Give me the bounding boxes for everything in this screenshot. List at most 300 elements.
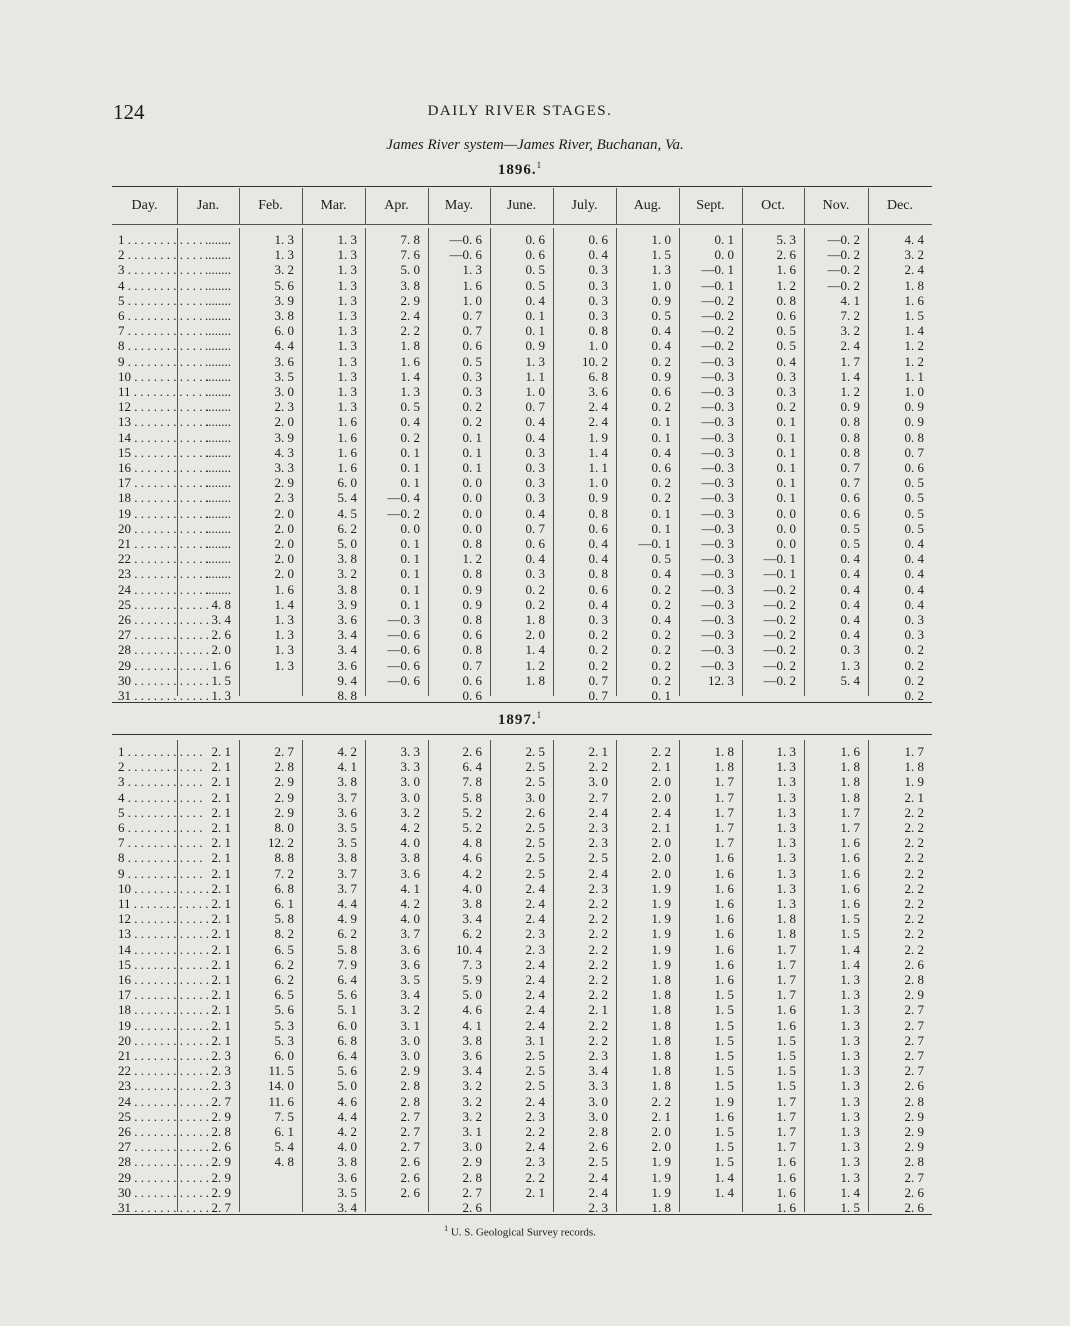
stage-cell: 2. 2 <box>588 972 608 987</box>
stage-cell: ........ <box>205 308 231 323</box>
stage-cell: 0. 2 <box>904 688 924 703</box>
day-cell <box>118 323 203 339</box>
stage-cell: 10. 2 <box>582 353 608 369</box>
stage-cell: 2. 1 <box>211 941 231 957</box>
stage-cell: 3. 6 <box>400 956 420 972</box>
day-number: 30 <box>118 1184 131 1200</box>
dot-leader: . . . . . . . . . . . . <box>131 460 209 475</box>
stage-cell: 1. 7 <box>840 804 860 820</box>
stage-cell: 1. 7 <box>714 774 734 790</box>
stage-cell: 1. 8 <box>840 774 860 790</box>
stage-cell: 1. 5 <box>714 1078 734 1094</box>
stage-cell: 0. 3 <box>904 627 924 643</box>
stage-cell: 1. 3 <box>211 688 231 703</box>
stage-cell: 1. 6 <box>714 1108 734 1124</box>
stage-cell: 2. 1 <box>211 956 231 972</box>
dot-leader: . . . . . . . . . . . . <box>131 657 209 673</box>
stage-cell: —0. 4 <box>387 490 420 506</box>
stage-cell: 2. 2 <box>588 1017 608 1033</box>
stage-cell: 1. 3 <box>776 820 796 835</box>
column-rule <box>868 188 869 224</box>
stage-cell: ........ <box>205 505 231 521</box>
stage-cell: 4. 1 <box>840 292 860 308</box>
day-cell <box>118 505 209 521</box>
stage-cell: 0. 5 <box>400 399 420 415</box>
dot-leader: . . . . . . . . . . . . <box>124 820 203 835</box>
stage-cell: 1. 1 <box>525 368 545 384</box>
stage-cell: —0. 3 <box>701 505 734 521</box>
day-number: 14 <box>118 429 131 445</box>
stage-cell: 3. 4 <box>462 911 482 927</box>
stage-cell: —0. 6 <box>387 657 420 673</box>
stage-cell: 0. 2 <box>651 627 671 643</box>
stage-cell: 0. 7 <box>904 444 924 460</box>
stage-cell: 0. 4 <box>525 505 545 521</box>
day-cell <box>118 911 209 927</box>
stage-cell: —0. 3 <box>701 657 734 673</box>
stage-cell: 1. 0 <box>651 232 671 247</box>
dot-leader: . . . . . . . . . . . . <box>131 642 209 658</box>
stage-cell: 11. 6 <box>268 1093 294 1109</box>
stage-cell: 5. 6 <box>337 987 357 1003</box>
stage-cell: 4. 0 <box>400 835 420 851</box>
stage-cell: 2. 1 <box>211 789 231 805</box>
stage-cell: —0. 6 <box>387 642 420 658</box>
stage-cell: 0. 7 <box>525 520 545 536</box>
dot-leader: . . . . . . . . . . . . <box>124 759 203 775</box>
stage-cell: 2. 6 <box>588 1139 608 1155</box>
stage-cell: 2. 4 <box>588 804 608 820</box>
stage-cell: 6. 1 <box>274 896 294 911</box>
day-cell <box>118 460 209 475</box>
table-row <box>112 1018 932 1033</box>
stage-cell: 1. 3 <box>274 612 294 627</box>
stage-cell: 0. 5 <box>776 323 796 339</box>
stage-cell: 0. 9 <box>904 414 924 430</box>
stage-cell: 1. 8 <box>400 338 420 354</box>
stage-cell: 0. 3 <box>525 566 545 582</box>
stage-cell: 8. 8 <box>337 688 357 703</box>
column-header: July. <box>571 198 598 213</box>
day-number: 6 <box>118 820 125 835</box>
stage-cell: 1. 5 <box>714 1139 734 1155</box>
stage-cell: 2. 6 <box>400 1154 420 1170</box>
day-number: 12 <box>118 911 131 927</box>
stage-cell: 1. 7 <box>776 1108 796 1124</box>
stage-cell: 2. 1 <box>211 896 231 911</box>
stage-cell: 2. 4 <box>525 1139 545 1155</box>
stage-cell: 3. 6 <box>274 353 294 369</box>
stage-cell: 0. 3 <box>462 368 482 384</box>
stage-cell: —0. 3 <box>701 596 734 612</box>
dot-leader: . . . . . . . . . . . . <box>131 1108 209 1124</box>
stage-cell: 0. 1 <box>651 414 671 430</box>
stage-cell: 4. 1 <box>400 880 420 896</box>
stage-cell: 1. 3 <box>840 1108 860 1124</box>
stage-cell: 0. 1 <box>400 581 420 597</box>
stage-cell: 0. 4 <box>840 566 860 582</box>
stage-cell: 0. 3 <box>525 460 545 475</box>
stage-cell: 7. 9 <box>337 956 357 972</box>
stage-cell: 6. 8 <box>337 1032 357 1048</box>
stage-cell: 2. 1 <box>211 1032 231 1048</box>
stage-cell: 3. 3 <box>400 744 420 759</box>
stage-cell: 3. 7 <box>337 789 357 805</box>
stage-cell: 0. 3 <box>588 612 608 627</box>
stage-cell: 0. 9 <box>651 368 671 384</box>
stage-cell: 0. 2 <box>651 657 671 673</box>
table-row <box>112 278 932 293</box>
table-row <box>112 506 932 521</box>
stage-cell: 1. 5 <box>904 308 924 323</box>
stage-cell: 1. 6 <box>337 414 357 430</box>
table-row <box>112 957 932 972</box>
day-number: 9 <box>118 865 125 881</box>
stage-cell: 0. 1 <box>462 444 482 460</box>
stage-cell: 4. 6 <box>337 1093 357 1109</box>
day-number: 7 <box>118 323 125 339</box>
stage-cell: 3. 0 <box>588 774 608 790</box>
stage-cell: 5. 2 <box>462 820 482 835</box>
stage-cell: 1. 8 <box>651 1200 671 1215</box>
stage-cell: 4. 1 <box>462 1017 482 1033</box>
dot-leader: . . . . . . . . . . . . <box>131 1154 209 1170</box>
stage-cell: 1. 8 <box>651 1017 671 1033</box>
stage-cell: 5. 9 <box>462 972 482 987</box>
table-row <box>112 1078 932 1093</box>
stage-cell: 5. 8 <box>274 911 294 927</box>
dot-leader: . . . . . . . . . . . . <box>131 429 209 445</box>
dot-leader: . . . . . . . . . . . . <box>124 789 203 805</box>
column-header: Nov. <box>822 198 850 213</box>
stage-cell: 4. 8 <box>274 1154 294 1170</box>
stage-cell: 1. 8 <box>651 1032 671 1048</box>
stage-cell: 1. 9 <box>651 911 671 927</box>
day-cell <box>118 338 203 354</box>
stage-cell: 2. 4 <box>588 399 608 415</box>
stage-cell: 1. 3 <box>337 368 357 384</box>
day-number: 5 <box>118 804 125 820</box>
stage-cell: 7. 5 <box>274 1108 294 1124</box>
stage-cell: ........ <box>205 444 231 460</box>
day-cell <box>118 657 209 673</box>
stage-cell: 2. 4 <box>525 1002 545 1018</box>
day-number: 20 <box>118 1032 131 1048</box>
day-cell <box>118 384 209 399</box>
stage-cell: —0. 1 <box>763 566 796 582</box>
day-cell <box>118 850 203 866</box>
day-cell <box>118 1048 209 1063</box>
table-row <box>112 774 932 789</box>
stage-cell: 1. 9 <box>588 429 608 445</box>
day-number: 9 <box>118 353 125 369</box>
stage-cell: 4. 2 <box>462 865 482 881</box>
stage-cell: 1. 3 <box>840 1078 860 1094</box>
stage-cell: 3. 5 <box>337 835 357 851</box>
stage-cell: 0. 7 <box>588 672 608 688</box>
stage-cell: 6. 4 <box>337 1048 357 1063</box>
section-top-rule <box>112 734 932 735</box>
stage-cell: 0. 4 <box>588 596 608 612</box>
stage-cell: 0. 3 <box>776 384 796 399</box>
stage-cell: 2. 1 <box>211 820 231 835</box>
stage-cell: 4. 3 <box>274 444 294 460</box>
day-number: 15 <box>118 956 131 972</box>
stage-cell: 3. 3 <box>400 759 420 775</box>
dot-leader: . . . . . . . . . . . . <box>131 612 209 627</box>
stage-cell: 2. 9 <box>274 804 294 820</box>
day-number: 27 <box>118 1139 131 1155</box>
stage-cell: 2. 0 <box>651 774 671 790</box>
stage-cell: 2. 6 <box>904 956 924 972</box>
stage-cell: 1. 7 <box>776 1093 796 1109</box>
stage-cell: 0. 0 <box>776 505 796 521</box>
stage-cell: 1. 3 <box>651 262 671 278</box>
stage-cell: 1. 3 <box>840 972 860 987</box>
day-number: 27 <box>118 627 131 643</box>
day-cell <box>118 520 209 536</box>
stage-cell: 1. 4 <box>840 368 860 384</box>
stage-cell: 3. 0 <box>400 789 420 805</box>
day-number: 10 <box>118 880 131 896</box>
stage-cell: 3. 4 <box>337 627 357 643</box>
stage-cell: 1. 8 <box>525 672 545 688</box>
stage-cell: 2. 4 <box>588 1184 608 1200</box>
stage-cell: —0. 2 <box>827 247 860 263</box>
stage-cell: 0. 7 <box>588 688 608 703</box>
day-number: 13 <box>118 414 131 430</box>
stage-cell: 1. 5 <box>776 1048 796 1063</box>
stage-cell: 2. 7 <box>904 1002 924 1018</box>
stage-cell: 4. 1 <box>337 759 357 775</box>
table-row <box>112 820 932 835</box>
footnote-mark: 1 <box>444 1224 449 1233</box>
stage-cell: 2. 2 <box>588 987 608 1003</box>
stage-cell: 1. 8 <box>714 744 734 759</box>
table-row <box>112 490 932 505</box>
stage-cell: 3. 6 <box>588 384 608 399</box>
stage-cell: 2. 9 <box>211 1154 231 1170</box>
stage-cell: 5. 0 <box>337 536 357 551</box>
stage-cell: 1. 0 <box>904 384 924 399</box>
stage-cell: 2. 9 <box>211 1169 231 1185</box>
stage-cell: 2. 6 <box>400 1169 420 1185</box>
day-cell <box>118 759 203 775</box>
stage-cell: 1. 8 <box>840 759 860 775</box>
stage-cell: —0. 6 <box>387 627 420 643</box>
stage-cell: 1. 2 <box>904 338 924 354</box>
stage-cell: 3. 9 <box>274 292 294 308</box>
stage-cell: 6. 0 <box>274 1048 294 1063</box>
stage-cell: 7. 2 <box>274 865 294 881</box>
stage-cell: 2. 2 <box>904 804 924 820</box>
stage-cell: 1. 2 <box>840 384 860 399</box>
table-row <box>112 896 932 911</box>
day-cell <box>118 596 209 612</box>
stage-cell: 2. 1 <box>651 1108 671 1124</box>
stage-cell: —0. 2 <box>763 657 796 673</box>
stage-cell: 5. 6 <box>337 1063 357 1079</box>
stage-cell: 0. 8 <box>776 292 796 308</box>
stage-cell: 0. 8 <box>904 429 924 445</box>
stage-cell: 2. 4 <box>525 880 545 896</box>
table-row <box>112 881 932 896</box>
stage-cell: 3. 8 <box>400 277 420 293</box>
stage-cell: —0. 2 <box>827 262 860 278</box>
table-row <box>112 835 932 850</box>
stage-cell: 12. 3 <box>708 672 734 688</box>
dot-leader: . . . . . . . . . . . . <box>124 804 203 820</box>
stage-cell: 1. 3 <box>337 247 357 263</box>
stage-cell: 1. 3 <box>840 1002 860 1018</box>
stage-cell: 6. 2 <box>274 956 294 972</box>
stage-cell: 2. 0 <box>525 627 545 643</box>
dot-leader: . . . . . . . . . . . . <box>130 896 209 911</box>
stage-cell: 2. 2 <box>904 835 924 851</box>
stage-cell: 1. 3 <box>840 987 860 1003</box>
stage-cell: 2. 4 <box>588 1169 608 1185</box>
stage-cell: —0. 3 <box>387 612 420 627</box>
stage-cell: 2. 4 <box>525 972 545 987</box>
stage-cell: 0. 1 <box>776 414 796 430</box>
day-number: 20 <box>118 520 131 536</box>
stage-cell: 1. 3 <box>274 232 294 247</box>
stage-cell: 2. 5 <box>525 835 545 851</box>
stage-cell: 2. 1 <box>211 744 231 759</box>
stage-cell: 2. 5 <box>525 1078 545 1094</box>
stage-cell: 2. 0 <box>274 536 294 551</box>
stage-cell: 0. 9 <box>462 581 482 597</box>
day-number: 29 <box>118 1169 131 1185</box>
footnote-mark: 1 <box>536 710 543 720</box>
column-header: Jan. <box>196 198 220 213</box>
stage-cell: 0. 2 <box>904 642 924 658</box>
day-cell <box>118 566 209 582</box>
stage-cell: 0. 6 <box>840 505 860 521</box>
table-row <box>112 369 932 384</box>
stage-cell: 1. 4 <box>840 956 860 972</box>
stage-cell: 1. 6 <box>904 292 924 308</box>
stage-cell: 2. 2 <box>588 911 608 927</box>
stage-cell: 5. 6 <box>274 277 294 293</box>
stage-cell: —0. 2 <box>827 277 860 293</box>
stage-cell: 0. 4 <box>651 612 671 627</box>
stage-cell: 1. 6 <box>776 1017 796 1033</box>
dot-leader: . . . . . . . . . . . . <box>131 672 209 688</box>
column-header: June. <box>506 198 537 213</box>
day-number: 3 <box>118 774 125 790</box>
table-row <box>112 673 932 688</box>
stage-cell: 4. 2 <box>337 744 357 759</box>
stage-cell: 0. 2 <box>525 581 545 597</box>
dot-leader: . . . . . . . . . . . . <box>131 972 209 987</box>
dot-leader: . . . . . . . . . . . . <box>124 232 203 247</box>
table-row <box>112 627 932 642</box>
stage-cell: 1. 1 <box>588 460 608 475</box>
stage-cell: 1. 6 <box>714 880 734 896</box>
day-number: 28 <box>118 642 131 658</box>
stage-cell: 2. 2 <box>588 1032 608 1048</box>
stage-cell: —0. 3 <box>701 536 734 551</box>
stage-cell: 1. 5 <box>714 987 734 1003</box>
stage-cell: 1. 3 <box>274 247 294 263</box>
table-row <box>112 262 932 277</box>
stage-cell: 2. 3 <box>274 399 294 415</box>
day-number: 14 <box>118 941 131 957</box>
table-row <box>112 911 932 926</box>
stage-cell: 0. 8 <box>462 642 482 658</box>
stage-cell: 2. 1 <box>211 926 231 942</box>
stage-cell: 1. 5 <box>776 1078 796 1094</box>
stage-cell: 2. 5 <box>525 1063 545 1079</box>
day-cell <box>118 399 209 415</box>
stage-cell: 1. 6 <box>840 850 860 866</box>
stage-cell: 3. 1 <box>462 1124 482 1139</box>
stage-cell: —0. 1 <box>763 551 796 567</box>
stage-cell: 2. 4 <box>400 308 420 323</box>
table-row <box>112 1002 932 1017</box>
stage-cell: 1. 3 <box>840 1169 860 1185</box>
stage-cell: —0. 2 <box>763 596 796 612</box>
stage-cell: 1. 8 <box>525 612 545 627</box>
day-cell <box>118 1184 209 1200</box>
stage-cell: 0. 2 <box>588 627 608 643</box>
stage-cell: 0. 9 <box>462 596 482 612</box>
stage-cell: 0. 4 <box>904 566 924 582</box>
stage-cell: 2. 2 <box>904 880 924 896</box>
stage-cell: 1. 7 <box>776 941 796 957</box>
stage-cell: 1. 9 <box>651 1169 671 1185</box>
dot-leader: . . . . . . . . . . . . <box>131 880 209 896</box>
stage-cell: 2. 6 <box>462 744 482 759</box>
stage-cell: 2. 0 <box>651 1124 671 1139</box>
stage-cell: —0. 3 <box>701 642 734 658</box>
stage-cell: 12. 2 <box>268 835 294 851</box>
stage-cell: 2. 5 <box>525 865 545 881</box>
stage-cell: 0. 1 <box>651 429 671 445</box>
stage-cell: —0. 3 <box>701 551 734 567</box>
stage-cell: 1. 0 <box>462 292 482 308</box>
stage-cell: 0. 7 <box>462 657 482 673</box>
stage-cell: 2. 2 <box>904 926 924 942</box>
day-number: 2 <box>118 247 125 263</box>
stage-cell: 0. 1 <box>525 323 545 339</box>
stage-cell: 2. 1 <box>211 1017 231 1033</box>
column-rule <box>239 188 240 224</box>
stage-cell: 3. 6 <box>337 1169 357 1185</box>
stage-cell: 0. 4 <box>840 581 860 597</box>
table-row <box>112 1094 932 1109</box>
stage-cell: 2. 0 <box>211 642 231 658</box>
day-cell <box>118 642 209 658</box>
stage-cell: 0. 5 <box>904 505 924 521</box>
stage-cell: 2. 0 <box>274 566 294 582</box>
stage-cell: 0. 3 <box>588 262 608 278</box>
stage-cell: 0. 6 <box>840 490 860 506</box>
stage-cell: 1. 3 <box>776 896 796 911</box>
table-row <box>112 582 932 597</box>
stage-cell: 2. 2 <box>525 1169 545 1185</box>
stage-cell: 1. 4 <box>274 596 294 612</box>
day-cell <box>118 774 203 790</box>
stage-cell: 3. 4 <box>400 987 420 1003</box>
stage-cell: 0. 1 <box>714 232 734 247</box>
stage-cell: 2. 4 <box>588 414 608 430</box>
stage-cell: 3. 8 <box>337 850 357 866</box>
day-number: 31 <box>118 1200 131 1215</box>
stage-cell: 1. 5 <box>211 672 231 688</box>
table-row <box>112 551 932 566</box>
